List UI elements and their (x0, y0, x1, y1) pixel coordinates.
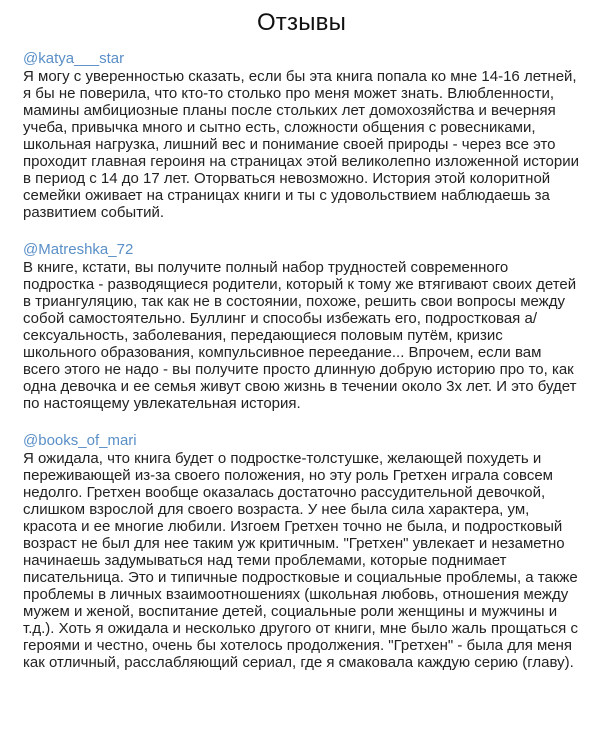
page-title: Отзывы (256, 9, 347, 36)
review-text: В книге, кстати, вы получите полный набор трудностей современного подростка - разводящиеся родители, который к тому же втягивают своих детей в триангуляцию, так как не в состоянии, похоже, решить свои вопросы между собой самостоятельно. Буллинг и способы избежать его, подростковая а/сексуальность, заболевания, передающиеся половым путём, кризис школьного образования, компульсивное переедание... Впрочем, если вам всего этого не надо - вы получите просто длинную добрую историю про то, как одна девочка и ее семья живут свою жизнь в течении около 3х лет. И это будет по настоящему увлекательная история. (23, 259, 577, 412)
review-text: Я ожидала, что книга будет о подростке-толстушке, желающей похудеть и переживающей из-за своего положения, но эту роль Гретхен играла совсем недолго. Гретхен вообще оказалась достаточно рассудительной девочкой, слишком взрослой для своего возраста. У нее была сила характера, ум, красота и ее многие любили. Изгоем Гретхен точно не была, и подростковый возраст не был для нее таким уж критичным. "Гретхен" увлекает и незаметно начинаешь задумываться над теми проблемами, которые поднимает писательница. Это и типичные подростковые и социальные проблемы, а также проблемы в личных взаимоотношениях (школьная любовь, отношения между мужем и женой, воспитание детей, социальные роли женщины и мужчины и т.д.). Хоть я ожидала и несколько другого от книги, мне было жаль прощаться с героями и честно, очень бы хотелось продолжения. "Гретхен" - была для меня как отличный, расслабляющий сериал, где я смаковала каждую серию (главу). (23, 450, 578, 671)
review-author-link[interactable]: @books_of_mari (23, 432, 137, 449)
review-text: Я могу с уверенностью сказать, если бы эта книга попала ко мне 14-16 летней, я бы не поверила, что кто-то столько про меня может знать. Влюбленности, мамины амбициозные планы после стольких лет домохозяйства и вечерняя учеба, привычка много и сытно есть, сложности общения с ровесниками, школьная нагрузка, лишний вес и понимание своей природы - через все это проходит главная героиня на страницах этой великолепно изложенной истории в период с 14 до 17 лет. Оторваться невозможно. История этой колоритной семейки оживает на страницах книги и ты с удовольствием наблюдаешь за развитием событий. (23, 68, 579, 221)
review-item (23, 50, 580, 221)
review-author-link[interactable]: @katya___star (23, 50, 125, 67)
review-item (23, 432, 580, 671)
reviews-list (23, 50, 580, 671)
review-item (23, 241, 580, 412)
review-author-link[interactable]: @Matreshka_72 (23, 241, 134, 258)
